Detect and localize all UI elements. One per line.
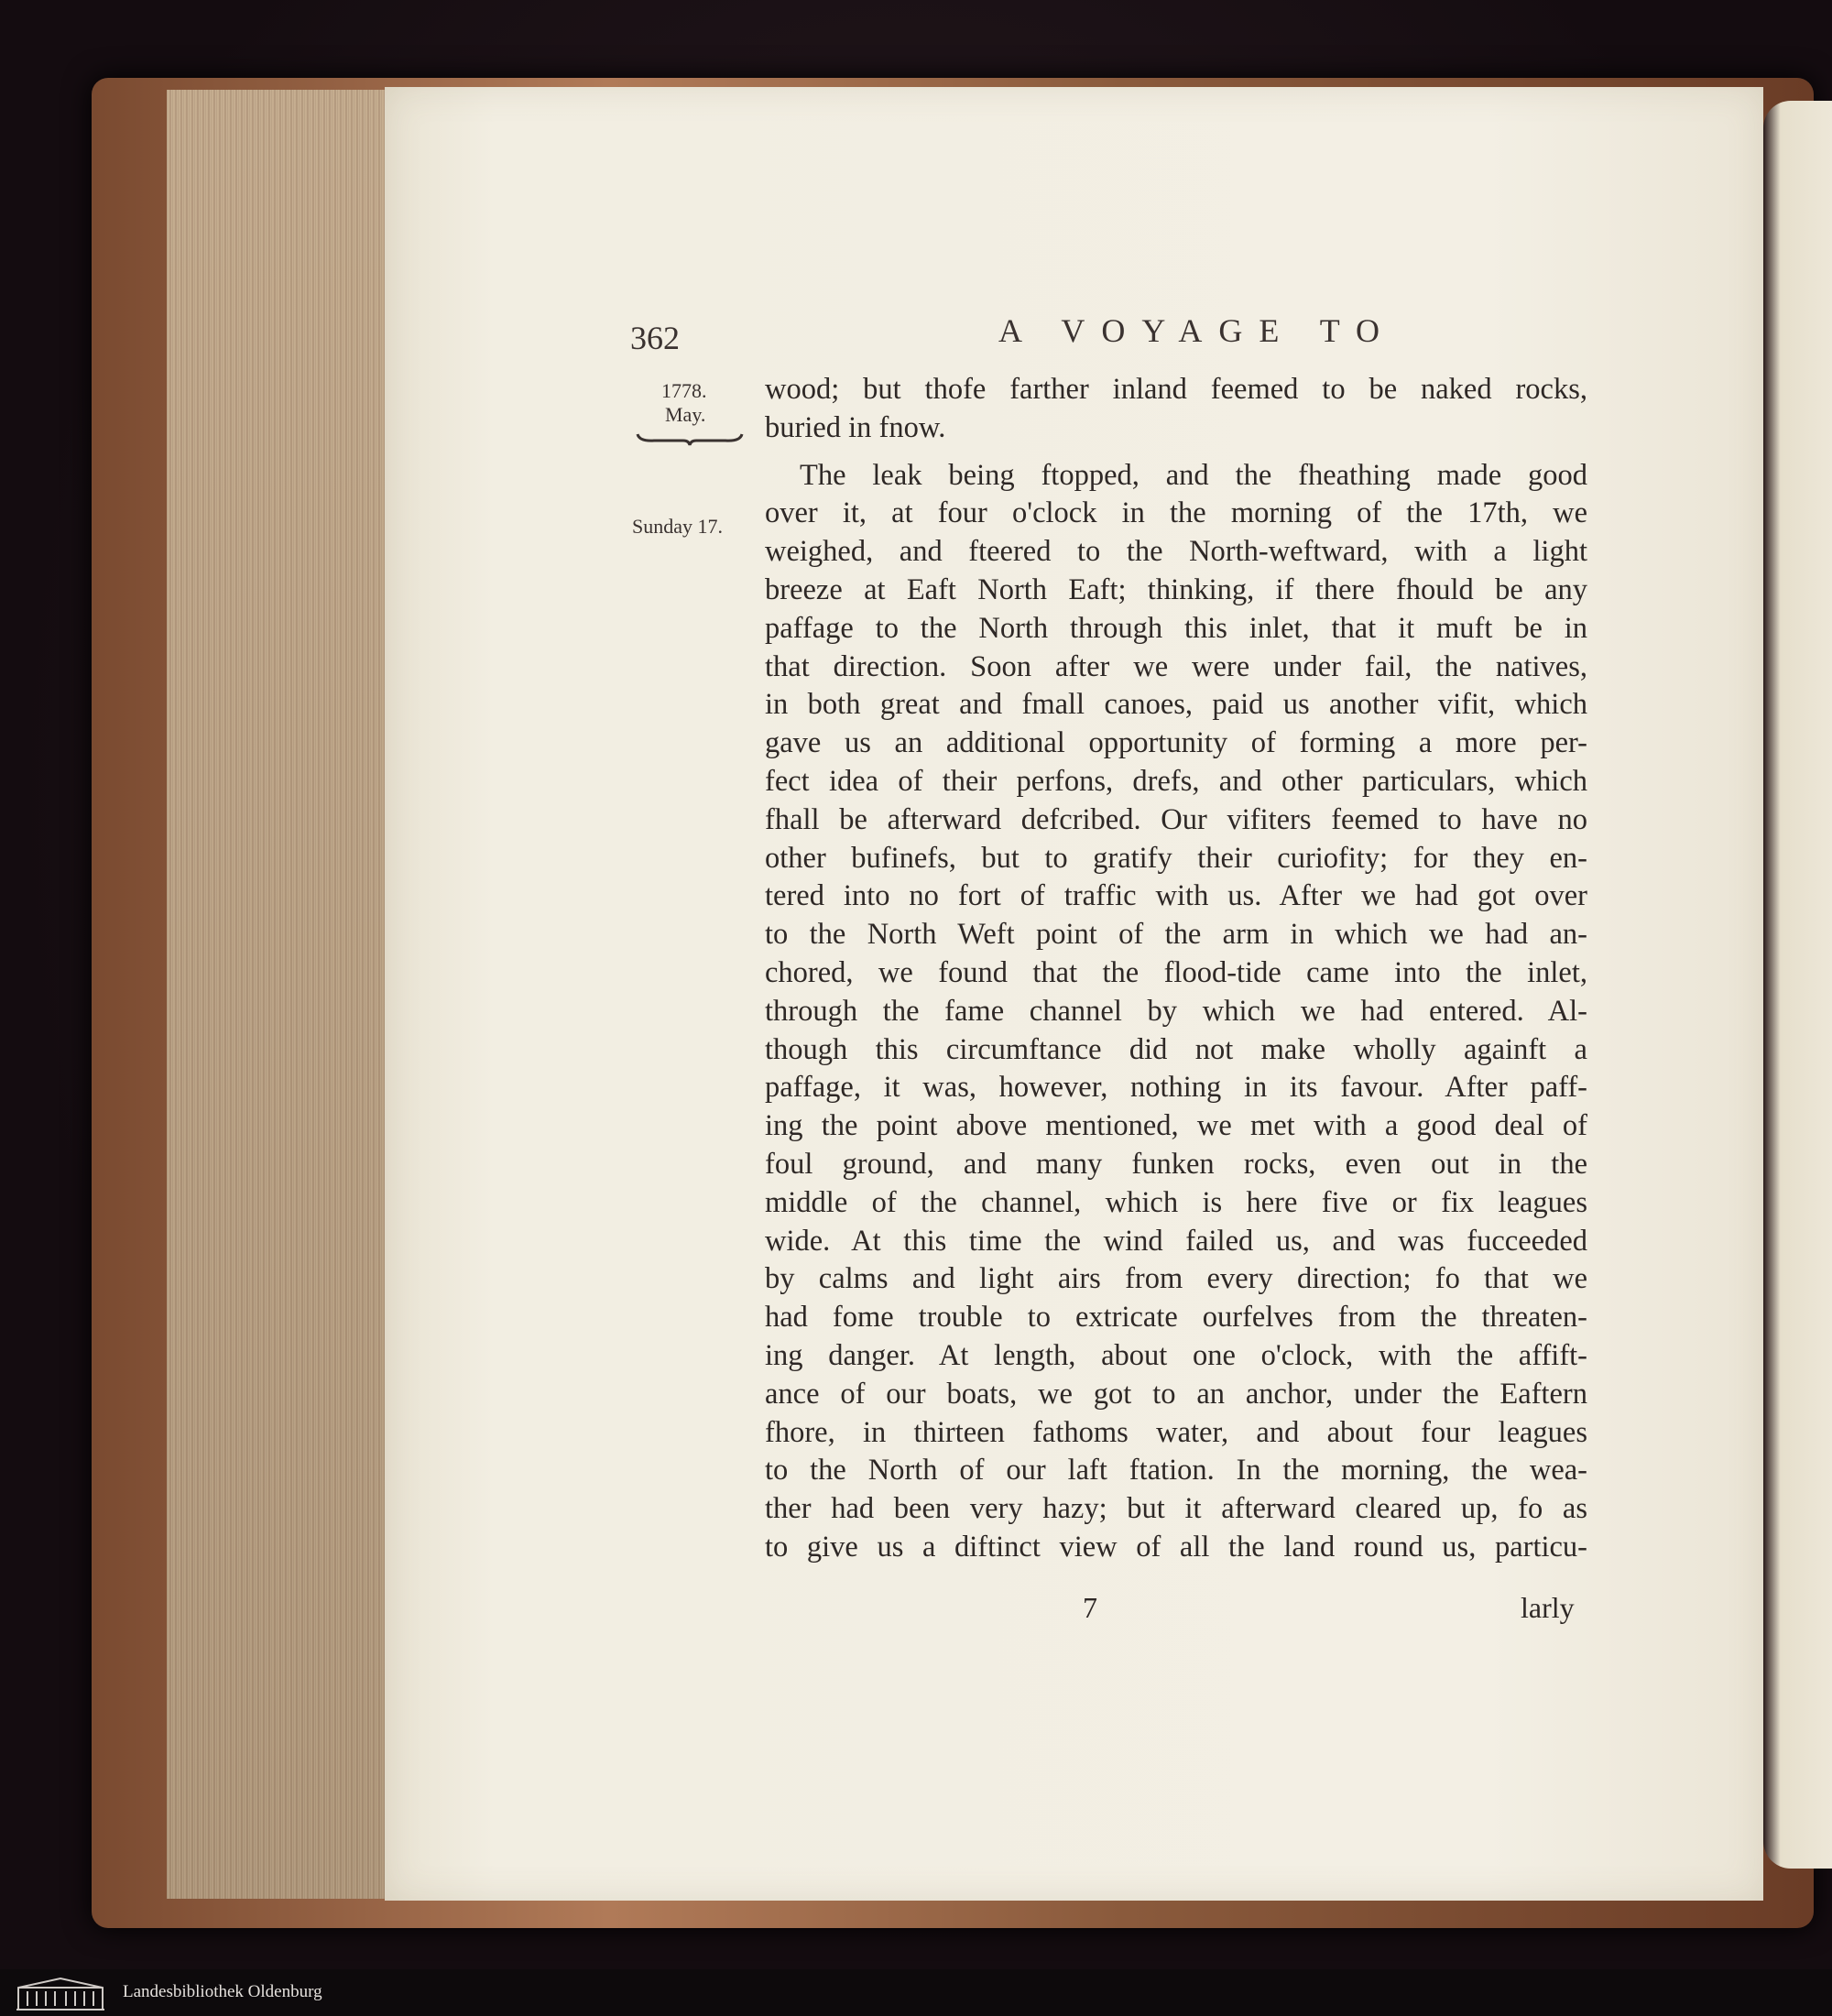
text-line: through the fame channel by which we had entered. Al-: [765, 994, 1587, 1028]
watermark-label: Landesbibliothek Oldenburg: [123, 1982, 322, 2001]
text-line: over it, at four o'clock in the morning of the 17th, we: [765, 496, 1587, 530]
text-line: tered into no fort of traffic with us. After we had got over: [765, 879, 1587, 913]
text-line: paffage, it was, however, nothing in its favour. After paff-: [765, 1071, 1587, 1105]
text-line: in both great and fmall canoes, paid us another vifit, which: [765, 688, 1587, 722]
text-line: to the North Weft point of the arm in which we had an-: [765, 918, 1587, 952]
signature-mark: 7: [1083, 1591, 1097, 1624]
text-line: that direction. Soon after we were under fail, the natives,: [765, 649, 1587, 683]
text-line: gave us an additional opportunity of forming a more per-: [765, 726, 1587, 760]
text-line: wood; but thofe farther inland feemed to be naked rocks,: [765, 373, 1587, 406]
text-line: weighed, and fteered to the North-weftward, with a light: [765, 535, 1587, 569]
text-line: had fome trouble to extricate ourfelves from the threaten-: [765, 1301, 1587, 1335]
text-line: to give us a diftinct view of all the land round us, particu-: [765, 1530, 1587, 1564]
library-building-icon: [15, 1975, 106, 2011]
text-line: by calms and light airs from every direction; fo that we: [765, 1262, 1587, 1296]
text-line: fhall be afterward defcribed. Our vifiters feemed to have no: [765, 802, 1587, 836]
text-line: chored, we found that the flood-tide came into the inlet,: [765, 955, 1587, 989]
watermark-bar: [0, 1969, 1832, 2016]
catchword: larly: [1521, 1591, 1575, 1624]
text-line: breeze at Eaft North Eaft; thinking, if there fhould be any: [765, 572, 1587, 606]
page-edges: [167, 90, 399, 1899]
margin-day: Sunday 17.: [632, 515, 723, 538]
text-line: fhore, in thirteen fathoms water, and about four leagues: [765, 1415, 1587, 1449]
text-line: to the North of our laft ftation. In the morning, the wea-: [765, 1454, 1587, 1487]
brace-icon: [636, 429, 744, 447]
facing-page: [1763, 101, 1832, 1869]
text-line: The leak being ftopped, and the fheathing made good: [800, 458, 1587, 492]
text-line: though this circumftance did not make wholly againft a: [765, 1032, 1587, 1066]
text-line: other bufinefs, but to gratify their curiofity; for they en-: [765, 841, 1587, 875]
text-line: ing the point above mentioned, we met with a good deal of: [765, 1109, 1587, 1143]
text-line: ther had been very hazy; but it afterward cleared up, fo as: [765, 1492, 1587, 1526]
text-line: buried in fnow.: [765, 410, 946, 444]
page-number: 362: [630, 320, 680, 356]
running-head: A VOYAGE TO: [998, 312, 1397, 349]
body-text: [765, 371, 1587, 1567]
text-line: paffage to the North through this inlet, that it muft be in: [765, 611, 1587, 645]
text-line: foul ground, and many funken rocks, even out in the: [765, 1147, 1587, 1181]
text-line: wide. At this time the wind failed us, and was fucceeded: [765, 1224, 1587, 1258]
margin-month: May.: [665, 403, 706, 426]
text-line: ing danger. At length, about one o'clock, with the affift-: [765, 1338, 1587, 1372]
text-line: middle of the channel, which is here five or fix leagues: [765, 1185, 1587, 1219]
margin-year: 1778.: [661, 379, 707, 402]
text-line: ance of our boats, we got to an anchor, under the Eaftern: [765, 1377, 1587, 1411]
text-line: fect idea of their perfons, drefs, and other particulars, which: [765, 764, 1587, 798]
